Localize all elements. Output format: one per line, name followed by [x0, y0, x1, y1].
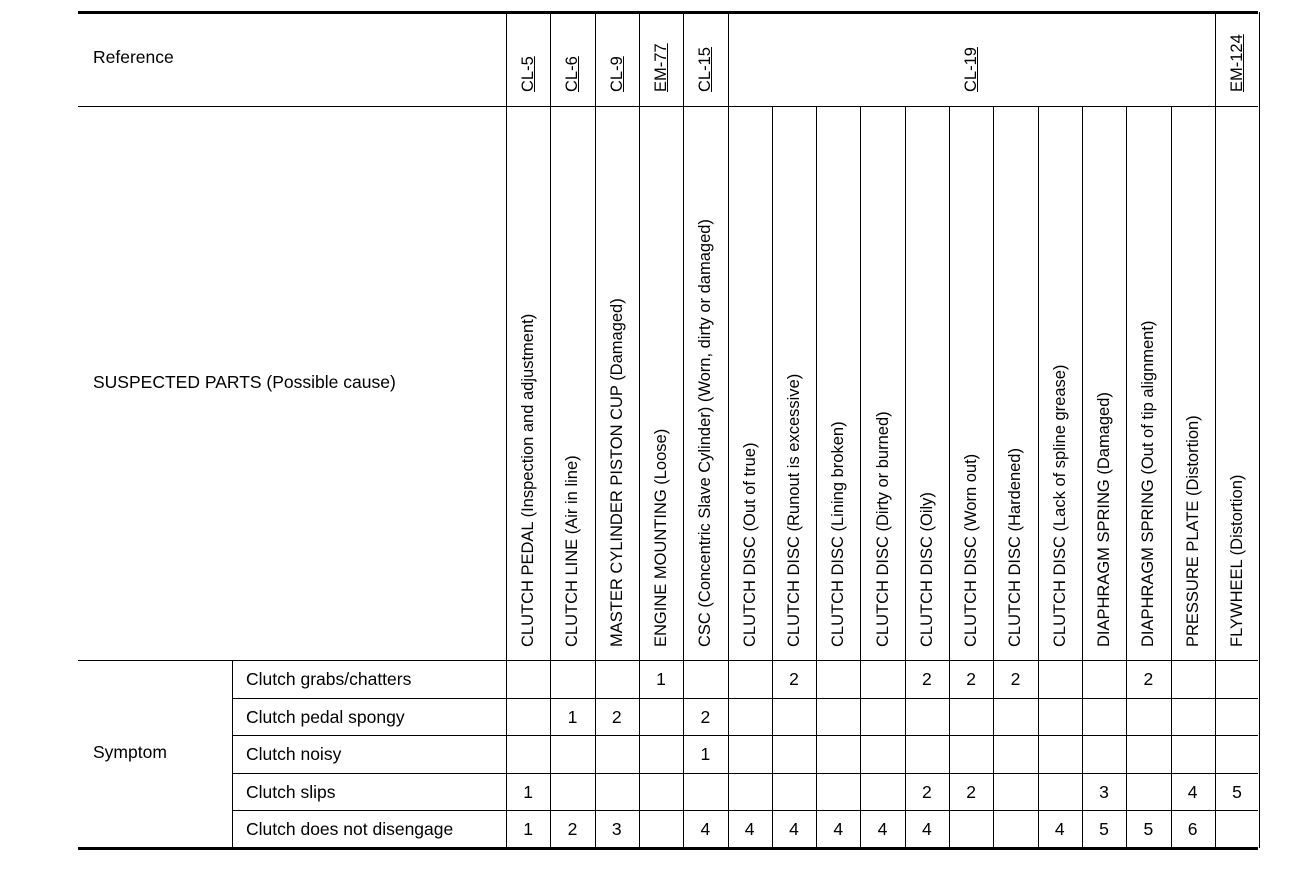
suspected-part-label: DIAPHRAGM SPRING (Out of tip alignment) [1139, 320, 1158, 647]
priority-cell: 1 [523, 819, 534, 839]
symptom-label: Clutch pedal spongy [246, 706, 405, 727]
priority-cell: 5 [1232, 781, 1242, 802]
symptom-label: Clutch slips [246, 781, 336, 802]
reference-link[interactable]: EM-77 [652, 43, 671, 92]
grid-line [232, 735, 1258, 736]
priority-cell: 5 [1099, 819, 1109, 839]
grid-line [78, 106, 1258, 107]
grid-line [1259, 12, 1260, 848]
grid-line [232, 660, 233, 848]
priority-cell: 4 [877, 819, 888, 839]
suspected-part-label: CLUTCH PEDAL (Inspection and adjustment) [519, 313, 538, 647]
suspected-part-label: PRESSURE PLATE (Distortion) [1183, 415, 1202, 647]
grid-line [860, 106, 861, 848]
priority-cell: 6 [1187, 819, 1198, 839]
priority-cell: 4 [789, 819, 799, 839]
symptom-label: Clutch grabs/chatters [246, 669, 412, 689]
reference-link[interactable]: CL-9 [607, 56, 626, 92]
priority-cell: 4 [700, 819, 711, 839]
reference-link[interactable]: CL-6 [563, 56, 582, 92]
grid-line [506, 12, 507, 848]
suspected-part-label: CLUTCH DISC (Dirty or burned) [873, 411, 892, 647]
grid-line [639, 12, 640, 848]
suspected-part-label: MASTER CYLINDER PISTON CUP (Damaged) [607, 298, 626, 647]
suspected-part-label: CLUTCH DISC (Hardened) [1006, 448, 1025, 647]
suspected-part-label: CLUTCH DISC (Lack of spline grease) [1050, 364, 1069, 647]
priority-cell: 4 [833, 819, 844, 839]
priority-cell: 2 [1143, 669, 1154, 689]
priority-cell: 2 [966, 781, 977, 802]
reference-link[interactable]: CL-5 [519, 56, 538, 92]
grid-line [78, 660, 1258, 661]
priority-cell: 1 [523, 781, 534, 802]
grid-line [232, 698, 1258, 699]
suspected-part-label: CLUTCH DISC (Worn out) [962, 453, 981, 647]
symptom-label: Clutch noisy [246, 744, 342, 764]
suspected-parts-header: SUSPECTED PARTS (Possible cause) [93, 372, 396, 392]
priority-cell: 1 [656, 669, 666, 689]
priority-cell: 3 [611, 819, 622, 839]
suspected-part-label: DIAPHRAGM SPRING (Damaged) [1095, 392, 1114, 647]
grid-line [232, 810, 1258, 811]
priority-cell: 2 [611, 706, 622, 727]
grid-line [1215, 12, 1216, 848]
grid-line [78, 847, 1258, 850]
suspected-part-label: CLUTCH DISC (Oily) [917, 492, 936, 647]
priority-cell: 2 [1010, 669, 1021, 689]
priority-cell: 5 [1143, 819, 1154, 839]
reference-link[interactable]: CL-19 [962, 47, 981, 92]
priority-cell: 4 [744, 819, 755, 839]
symptom-header: Symptom [93, 742, 167, 762]
priority-cell: 2 [921, 781, 932, 802]
priority-cell: 4 [1054, 819, 1065, 839]
suspected-part-label: CLUTCH LINE (Air in line) [563, 455, 582, 647]
grid-line [78, 11, 1258, 14]
suspected-part-label: CLUTCH DISC (Out of true) [740, 442, 759, 647]
grid-line [949, 106, 950, 848]
suspected-part-label: CLUTCH DISC (Runout is excessive) [784, 373, 803, 647]
priority-cell: 2 [921, 669, 932, 689]
suspected-part-label: FLYWHEEL (Distortion) [1227, 474, 1246, 647]
priority-cell: 2 [567, 819, 578, 839]
priority-cell: 2 [700, 706, 711, 727]
reference-link[interactable]: CL-15 [696, 47, 715, 92]
suspected-part-label: CLUTCH DISC (Lining broken) [829, 421, 848, 647]
grid-line [1171, 106, 1172, 848]
priority-cell: 4 [1187, 781, 1198, 802]
priority-cell: 2 [789, 669, 799, 689]
grid-line [232, 773, 1258, 774]
grid-line [728, 12, 729, 848]
suspected-part-label: ENGINE MOUNTING (Loose) [652, 428, 671, 647]
grid-line [772, 106, 773, 848]
priority-cell: 3 [1099, 781, 1109, 802]
priority-cell: 1 [700, 744, 711, 764]
grid-line [1126, 106, 1127, 848]
grid-line [1038, 106, 1039, 848]
reference-link[interactable]: EM-124 [1227, 34, 1246, 92]
priority-cell: 2 [966, 669, 977, 689]
symptom-label: Clutch does not disengage [246, 819, 454, 839]
suspected-part-label: CSC (Concentric Slave Cylinder) (Worn, dirty or damaged) [696, 219, 715, 647]
priority-cell: 4 [921, 819, 932, 839]
grid-line [905, 106, 906, 848]
priority-cell: 1 [567, 706, 578, 727]
grid-line [816, 106, 817, 848]
reference-header: Reference [93, 47, 174, 67]
grid-line [1082, 106, 1083, 848]
grid-line [993, 106, 994, 848]
